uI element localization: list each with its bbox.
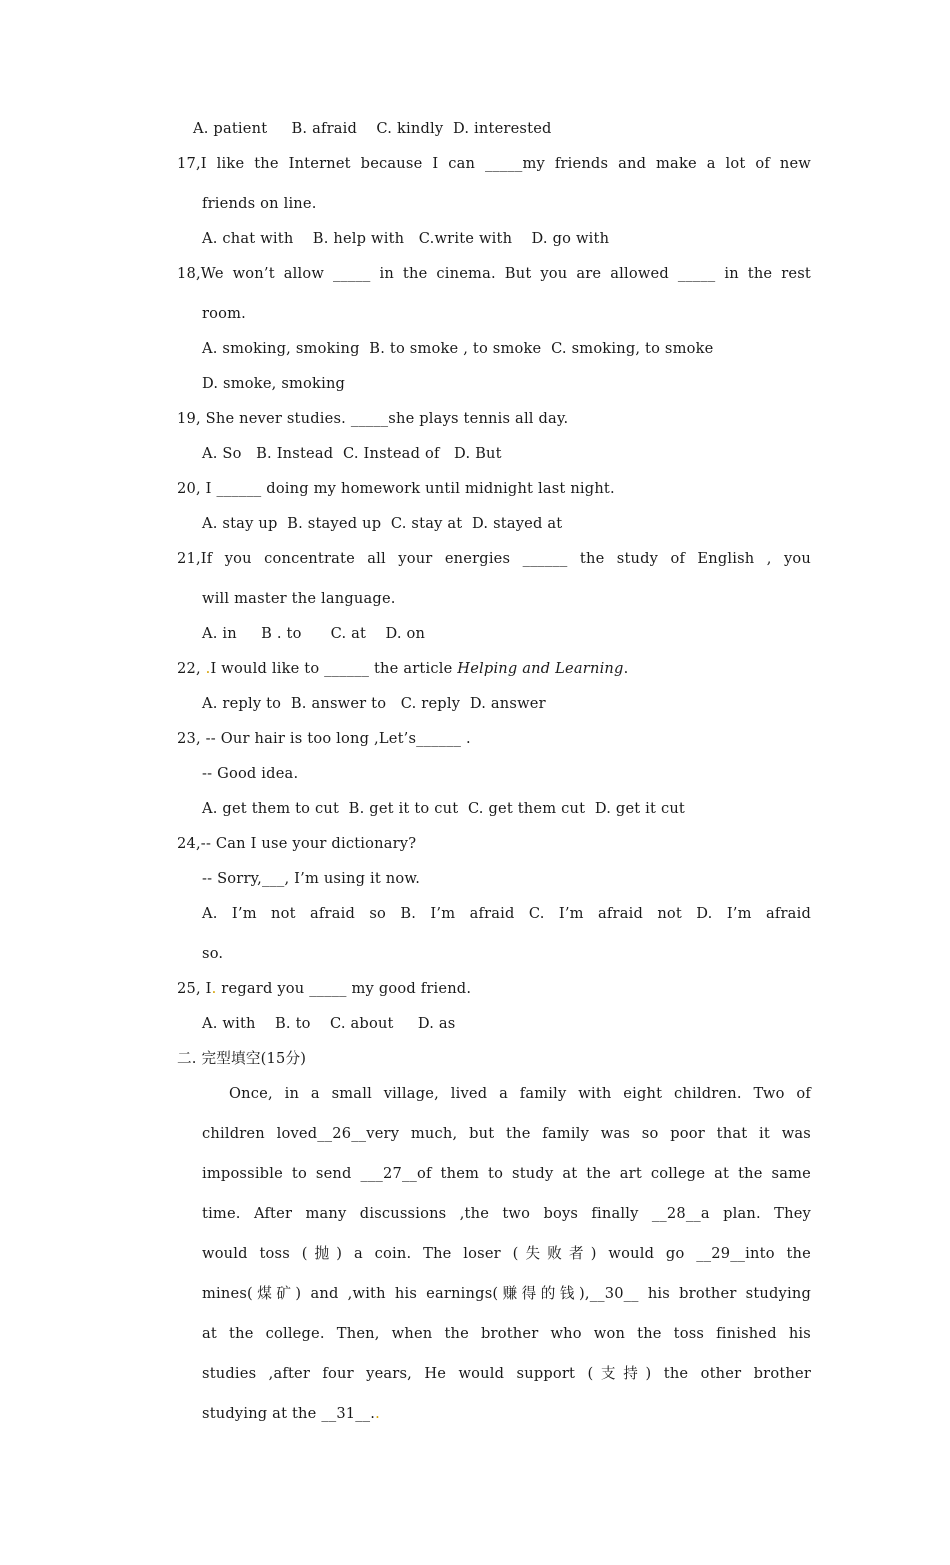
passage-last-text: studying at the __31__. xyxy=(202,1405,376,1422)
q17-stem-line2: friends on line. xyxy=(202,195,317,212)
q19-stem: 19, She never studies. _____she plays tennis all day. xyxy=(177,410,569,427)
passage-line-2: children loved__26__very much, but the family was so poor that it was xyxy=(202,1125,811,1142)
passage-line-3: impossible to send ___27__of them to study at the art college at the same xyxy=(202,1165,811,1182)
q25-edit-mark: . xyxy=(211,980,217,997)
q22-stem-text: I would like to ______ the article xyxy=(210,660,458,677)
q21-stem-line1: 21,If you concentrate all your energies ______ the study of English , you xyxy=(177,550,811,567)
q16-options: A. patient B. afraid C. kindly D. interested xyxy=(193,120,552,137)
passage-line-5: would toss (抛) a coin. The loser (失败者) would go __29__into the xyxy=(202,1245,811,1262)
q22-number: 22, xyxy=(177,660,206,677)
passage-line-7: at the college. Then, when the brother who won the toss finished his xyxy=(202,1325,811,1342)
passage-line-1: Once, in a small village, lived a family with eight children. Two of xyxy=(229,1085,811,1102)
q18-stem-line1: 18,We won’t allow _____ in the cinema. But you are allowed _____ in the rest xyxy=(177,265,811,282)
q21-options: A. in B . to C. at D. on xyxy=(202,625,426,642)
q23-options: A. get them to cut B. get it to cut C. get them cut D. get it cut xyxy=(202,800,685,817)
q21-stem-line2: will master the language. xyxy=(202,590,396,607)
q18-options-line2: D. smoke, smoking xyxy=(202,375,346,392)
q17-options: A. chat with B. help with C.write with D. go with xyxy=(202,230,610,247)
q24-options-line1: A. I’m not afraid so B. I’m afraid C. I’m afraid not D. I’m afraid xyxy=(202,905,811,922)
q25-stem xyxy=(177,979,471,999)
section2-heading: 二. 完型填空(15分) xyxy=(177,1050,307,1067)
q22-edit-mark: . xyxy=(205,660,211,677)
q25-stem-text: regard you _____ my good friend. xyxy=(216,980,472,997)
q24-options-line2: so. xyxy=(202,945,224,962)
q18-stem-line2: room. xyxy=(202,305,247,322)
q23-stem: 23, -- Our hair is too long ,Let’s______ . xyxy=(177,730,471,747)
q22-stem-end: . xyxy=(623,660,629,677)
q22-stem xyxy=(177,659,628,679)
q20-options: A. stay up B. stayed up C. stay at D. stayed at xyxy=(202,515,563,532)
q17-stem-line1: 17,I like the Internet because I can _____my friends and make a lot of new xyxy=(177,155,811,172)
q22-options: A. reply to B. answer to C. reply D. answer xyxy=(202,695,546,712)
q24-reply: -- Sorry,___, I’m using it now. xyxy=(202,870,421,887)
passage-line-9 xyxy=(202,1404,380,1424)
passage-line-6: mines(煤矿) and ,with his earnings(赚得的钱),__30__ his brother studying xyxy=(202,1285,811,1302)
q25-stem-start: 25, I xyxy=(177,980,212,997)
q20-stem: 20, I ______ doing my homework until midnight last night. xyxy=(177,480,615,497)
passage-line-8: studies ,after four years, He would support (支持) the other brother xyxy=(202,1365,811,1382)
q24-stem: 24,-- Can I use your dictionary? xyxy=(177,835,417,852)
q22-article-title: Helping and Learning xyxy=(457,660,624,677)
q25-options: A. with B. to C. about D. as xyxy=(202,1015,456,1032)
passage-line-4: time. After many discussions ,the two boys finally __28__a plan. They xyxy=(202,1205,811,1222)
q18-options-line1: A. smoking, smoking B. to smoke , to smoke C. smoking, to smoke xyxy=(202,340,714,357)
q19-options: A. So B. Instead C. Instead of D. But xyxy=(202,445,502,462)
q23-reply: -- Good idea. xyxy=(202,765,299,782)
passage-edit-mark: . xyxy=(375,1405,380,1422)
